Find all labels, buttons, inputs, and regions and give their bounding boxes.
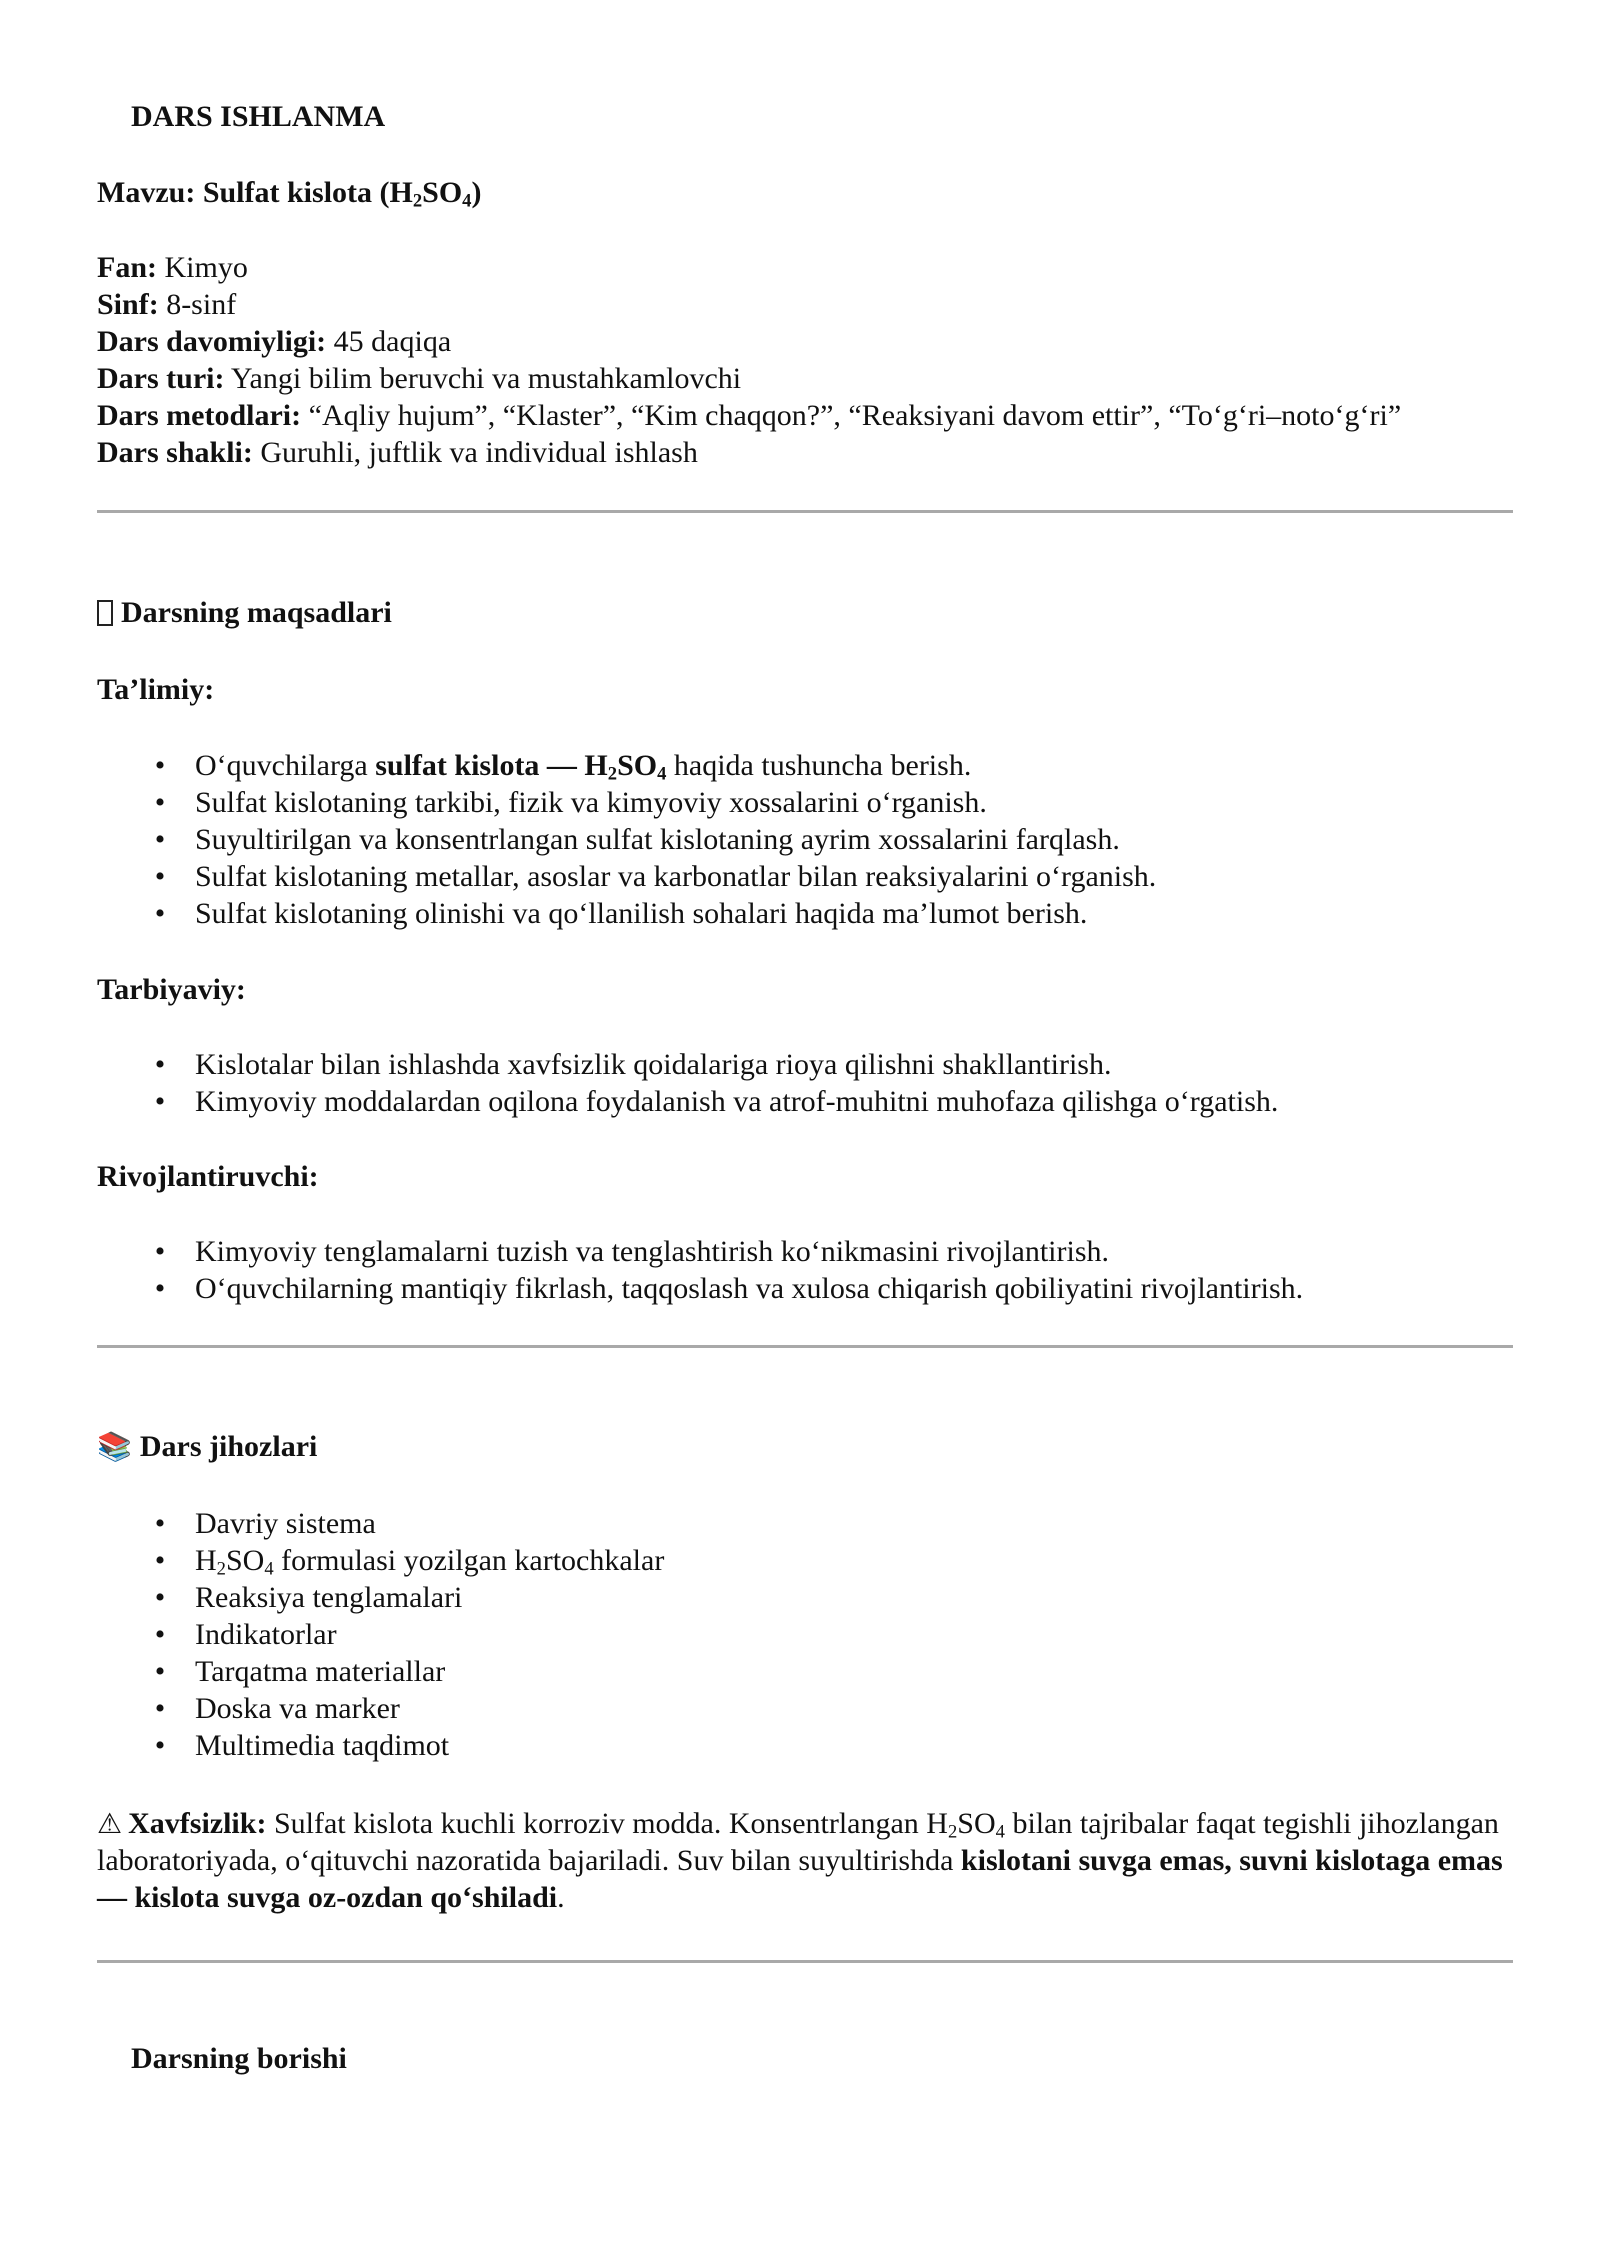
list-item-text: Indikatorlar	[195, 1618, 337, 1651]
subscript: 2	[947, 1821, 958, 1843]
developmental-goals-title: Rivojlantiruvchi:	[97, 1160, 319, 1193]
meta-lesson-type	[97, 360, 1503, 397]
goals-heading	[97, 594, 1503, 631]
developmental-goals-list	[97, 1233, 1503, 1307]
bullet-icon: •	[154, 897, 166, 930]
bullet-icon: •	[154, 1048, 166, 1081]
safety-text: SO	[957, 1807, 996, 1840]
bullet-icon: •	[154, 1655, 166, 1688]
bullet-icon: •	[154, 1507, 166, 1540]
bullet-icon: •	[154, 1581, 166, 1614]
meta-methods	[97, 397, 1503, 434]
topic-line	[97, 174, 1503, 211]
meta-label: Dars turi:	[97, 362, 225, 395]
upbringing-goals-list	[97, 1046, 1503, 1120]
books-icon: 📚	[97, 1430, 132, 1463]
list-item-text: haqida tushuncha berish.	[666, 749, 972, 782]
meta-value: 8-sinf	[166, 288, 237, 321]
list-item	[97, 1046, 1503, 1083]
subscript: 4	[264, 1558, 274, 1580]
bullet-icon: •	[154, 749, 166, 782]
meta-label: Dars davomiyligi:	[97, 325, 327, 358]
section-divider	[97, 510, 1513, 513]
meta-label: Dars shakli:	[97, 436, 253, 469]
list-item-text: Doska va marker	[195, 1692, 400, 1725]
meta-value: Guruhli, juftlik va individual ishlash	[260, 436, 698, 469]
list-item-text: Kimyoviy tenglamalarni tuzish va tenglashtirish ko‘nikmasini rivojlantirish.	[195, 1235, 1110, 1268]
list-item	[97, 1542, 1503, 1579]
list-item-text: SO	[225, 1544, 265, 1577]
meta-value: Kimyo	[164, 251, 248, 284]
meta-subject	[97, 249, 1503, 286]
list-item-text: O‘quvchilarga	[195, 749, 376, 782]
bullet-icon: •	[154, 1618, 166, 1651]
meta-block	[97, 249, 1503, 471]
meta-form	[97, 434, 1503, 471]
list-item	[97, 1653, 1503, 1690]
section-divider	[97, 1345, 1513, 1348]
topic-text-post: )	[471, 176, 482, 209]
list-item-text: Sulfat kislotaning olinishi va qo‘llanilish sohalari haqida ma’lumot berish.	[195, 897, 1088, 930]
bullet-icon: •	[154, 1272, 166, 1305]
topic-text-pre: Sulfat kislota (H	[202, 176, 413, 209]
equipment-heading-text: Dars jihozlari	[139, 1430, 318, 1463]
list-item	[97, 1690, 1503, 1727]
safety-text: bilan tajribalar faqat tegishli jihozlangan laboratoriyada, o‘qituvchi nazoratida bajariladi. Suv bilan suyultirishda	[97, 1807, 1499, 1877]
equipment-list	[97, 1505, 1503, 1764]
bullet-icon: •	[154, 860, 166, 893]
educational-goals-title: Ta’limiy:	[97, 673, 215, 706]
meta-label: Dars metodlari:	[97, 399, 302, 432]
subscript: 4	[995, 1821, 1005, 1843]
topic-subscript-4: 4	[462, 190, 472, 212]
list-item-bold: sulfat kislota — H	[375, 749, 608, 782]
lesson-flow-heading: Darsning borishi	[131, 2042, 347, 2075]
safety-text: Sulfat kislota kuchli korroziv modda. Konsentrlangan H	[266, 1807, 948, 1840]
meta-value: “Aqliy hujum”, “Klaster”, “Kim chaqqon?”, “Reaksiyani davom ettir”, “To‘g‘ri–noto‘g‘ri”	[308, 399, 1402, 432]
warning-icon: ⚠	[97, 1807, 123, 1840]
list-item-text: Kislotalar bilan ishlashda xavfsizlik qoidalariga rioya qilishni shakllantirish.	[195, 1048, 1112, 1081]
target-icon	[97, 600, 113, 626]
document-title: DARS ISHLANMA	[131, 100, 386, 133]
list-item-text: Suyultirilgan va konsentrlangan sulfat kislotaning ayrim xossalarini farqlash.	[195, 823, 1120, 856]
topic-subscript-2: 2	[412, 190, 423, 212]
bullet-icon: •	[154, 786, 166, 819]
list-item-text: O‘quvchilarning mantiqiy fikrlash, taqqoslash va xulosa chiqarish qobiliyatini rivojlantirish.	[195, 1272, 1304, 1305]
list-item-text: Multimedia taqdimot	[195, 1729, 450, 1762]
list-item-text: Reaksiya tenglamalari	[195, 1581, 463, 1614]
meta-label: Fan:	[97, 251, 157, 284]
list-item-bold: SO	[617, 749, 658, 782]
upbringing-goals-title: Tarbiyaviy:	[97, 973, 246, 1006]
list-item	[97, 1727, 1503, 1764]
meta-value: Yangi bilim beruvchi va mustahkamlovchi	[230, 362, 742, 395]
list-item	[97, 821, 1503, 858]
meta-value: 45 daqiqa	[333, 325, 452, 358]
list-item	[97, 1270, 1503, 1307]
subscript: 4	[657, 763, 667, 785]
subscript: 2	[607, 763, 618, 785]
list-item	[97, 1505, 1503, 1542]
goals-heading-text: Darsning maqsadlari	[121, 596, 392, 629]
list-item-text: Sulfat kislotaning tarkibi, fizik va kimyoviy xossalarini o‘rganish.	[195, 786, 987, 819]
list-item	[97, 858, 1503, 895]
topic-label: Mavzu:	[97, 176, 196, 209]
list-item	[97, 1616, 1503, 1653]
safety-note	[97, 1805, 1503, 1916]
list-item-text: Davriy sistema	[195, 1507, 376, 1540]
bullet-icon: •	[154, 823, 166, 856]
list-item-text: Sulfat kislotaning metallar, asoslar va karbonatlar bilan reaksiyalarini o‘rganish.	[195, 860, 1157, 893]
safety-label: Xavfsizlik:	[128, 1807, 267, 1840]
equipment-heading	[97, 1428, 1503, 1465]
educational-goals-list	[97, 747, 1503, 932]
list-item-text: Kimyoviy moddalardan oqilona foydalanish va atrof-muhitni muhofaza qilishga o‘rgatish.	[195, 1085, 1279, 1118]
safety-period: .	[557, 1881, 565, 1914]
list-item	[97, 747, 1503, 784]
bullet-icon: •	[154, 1544, 166, 1577]
list-item	[97, 1579, 1503, 1616]
list-item-text: formulasi yozilgan kartochkalar	[273, 1544, 665, 1577]
list-item	[97, 784, 1503, 821]
subscript: 2	[216, 1558, 226, 1580]
bullet-icon: •	[154, 1085, 166, 1118]
list-item	[97, 895, 1503, 932]
safety-emphasis: kislotani suvga emas, suvni kislotaga emas — kislota suvga oz-ozdan qo‘shiladi	[97, 1844, 1503, 1914]
bullet-icon: •	[154, 1729, 166, 1762]
meta-label: Sinf:	[97, 288, 159, 321]
section-divider	[97, 1960, 1513, 1963]
meta-duration	[97, 323, 1503, 360]
list-item-text: Tarqatma materiallar	[195, 1655, 446, 1688]
bullet-icon: •	[154, 1692, 166, 1725]
list-item	[97, 1233, 1503, 1270]
bullet-icon: •	[154, 1235, 166, 1268]
meta-grade	[97, 286, 1503, 323]
list-item-text: H	[195, 1544, 217, 1577]
topic-text-mid: SO	[422, 176, 463, 209]
list-item	[97, 1083, 1503, 1120]
